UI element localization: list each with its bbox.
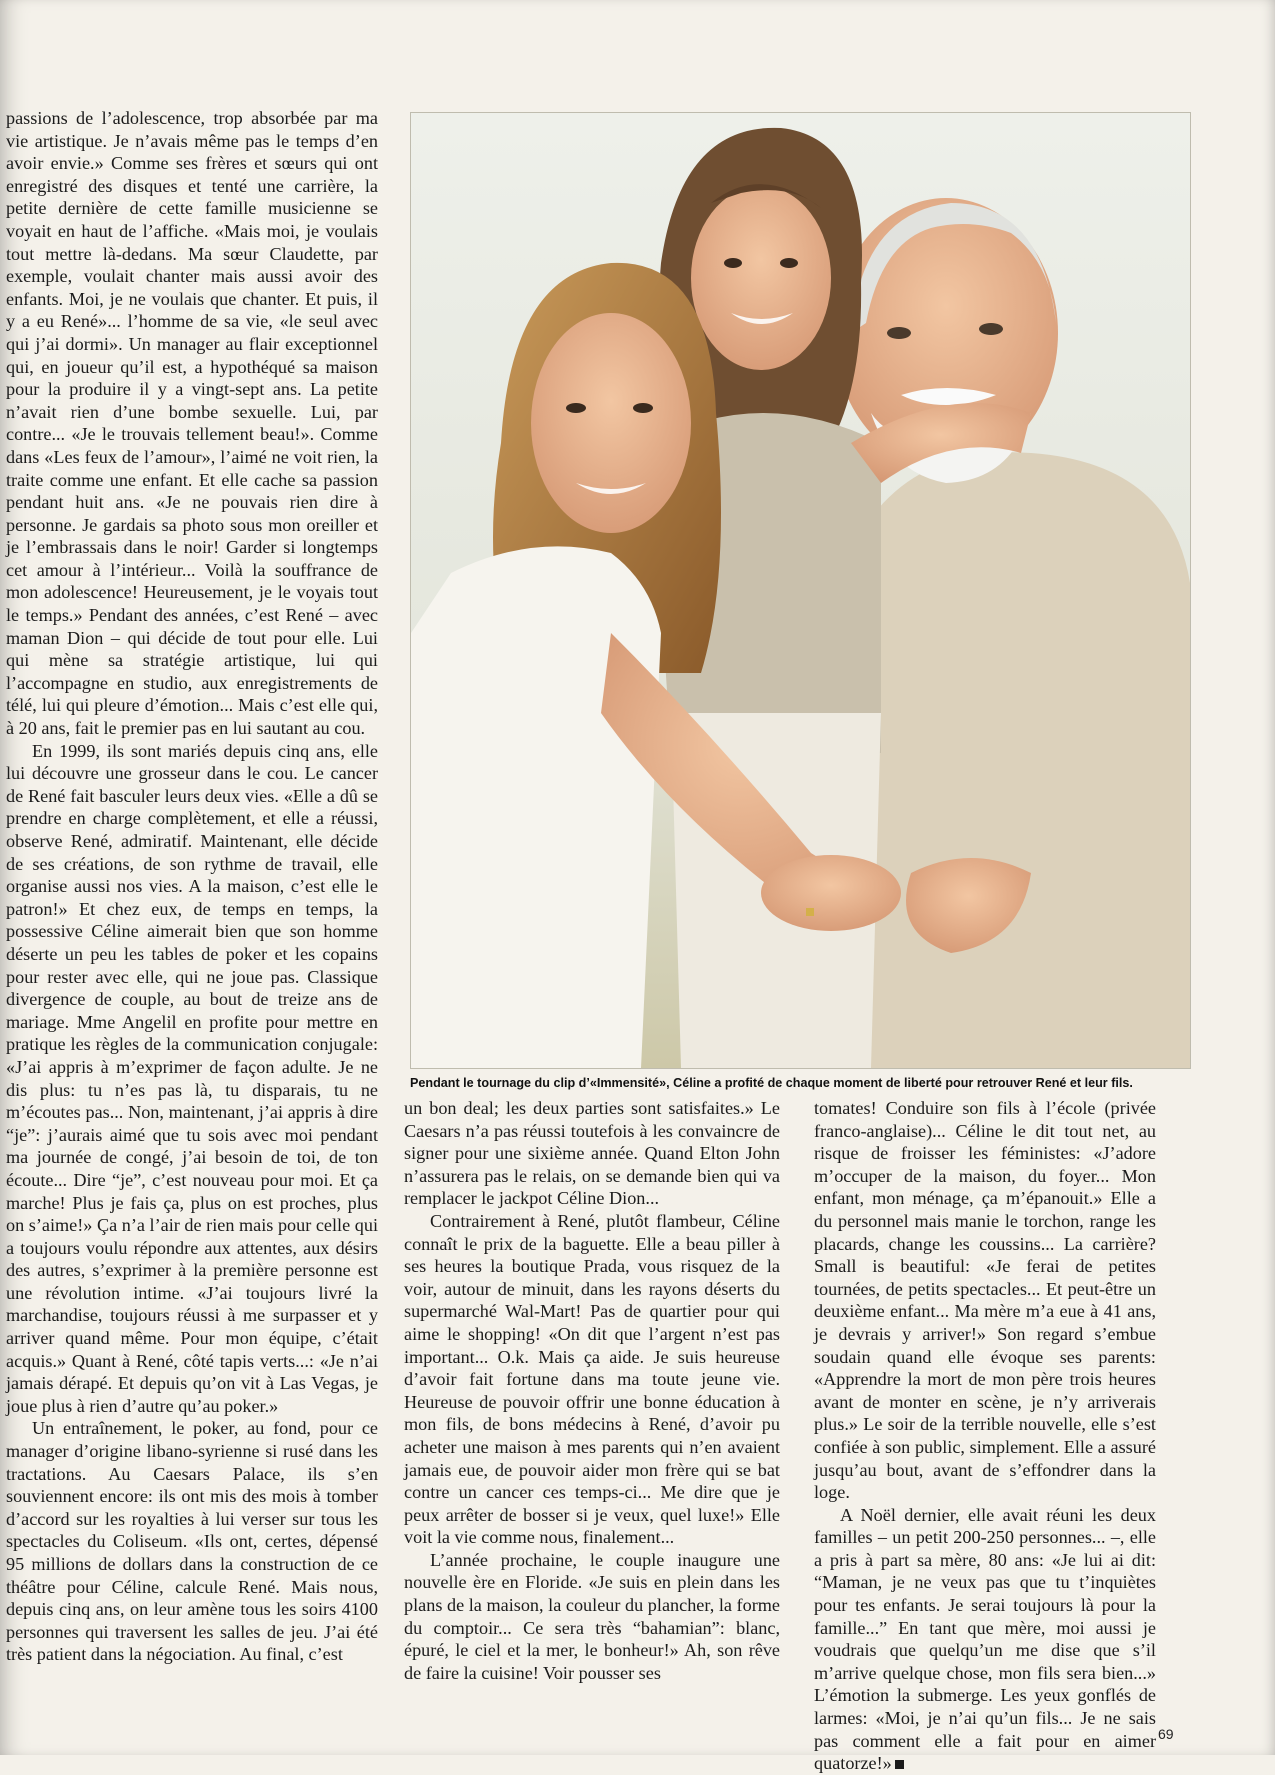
middle-text-column	[404, 1097, 780, 1684]
paragraph: L’année prochaine, le couple inaugure une nouvelle ère en Floride. «Je suis en plein dans les plans de la maison, la couleur du plancher, la forme du comptoir... Ce sera très “bahamian”: blanc, épuré, le ciel et la mer, le bonheur!» Ah, son rêve de faire la cuisine! Voir pousser ses	[404, 1549, 780, 1683]
paragraph-final	[814, 1504, 1156, 1775]
page-number: 69	[1158, 1726, 1174, 1742]
paragraph: tomates! Conduire son fils à l’école (privée franco-anglaise)... Céline le dit tout net, au risque de froisser les féministes: «J’adore m’occuper de la maison, du foyer... Mon enfant, mon ménage, ça m’épanouit.» Elle a du personnel mais manie le torchon, range les placards, change les coussins... La carrière? Small is beautiful: «Je ferai de petites tournées, de petits spectacles... Et peut-être un deuxième enfant... Ma mère m’a eue à 41 ans, je devrais y arriver!» Son regard s’embue soudain quand elle évoque ses parents: «Apprendre la mort de mon père trois heures avant de monter en scène, je n’y arriverais plus.» Le soir de la terrible nouvelle, elle s’est confiée à son public, simplement. Elle a assuré jusqu’au bout, avant de s’effondrer dans la loge.	[814, 1098, 1156, 1503]
end-of-article-mark	[895, 1760, 904, 1769]
right-text-column	[814, 1097, 1156, 1775]
paragraph: Contrairement à René, plutôt flambeur, Céline connaît le prix de la baguette. Elle a beau piller à ses heures la boutique Prada, vous risquez de la voir, autour de minuit, dans les rayons déserts du supermarché Wal-Mart! Pas de quartier pour qui aime le shopping! «On dit que l’argent n’est pas important... O.k. Mais ça aide. Je suis heureuse d’avoir fait fortune dans ma toute jeune vie. Heureuse de pouvoir offrir une bonne éducation à mon fils, de bons médecins à René, d’avoir pu acheter une maison à mes parents qui n’en avaient jamais eue, de pouvoir aider mon frère qui se bat contre un cancer ces temps-ci... Me dire que je peux arrêter de bosser si je veux, quel luxe!» Elle voit la vie comme nous, finalement...	[404, 1210, 780, 1548]
left-text-column	[6, 107, 378, 1666]
paragraph: un bon deal; les deux parties sont satisfaites.» Le Caesars n’a pas réussi toutefois à les convaincre de signer pour une sixième année. Quand Elton John n’assurera pas le relais, on se demande bien qui va remplacer le jackpot Céline Dion...	[404, 1098, 780, 1209]
paragraph: Un entraînement, le poker, au fond, pour ce manager d’origine libano-syrienne si rusé dans les tractations. Au Caesars Palace, ils s’en souviennent encore: ils ont mis des mois à tomber d’accord sur les royalties à lui verser sur tous les spectacles du Coliseum. «Ils ont, certes, dépensé 95 millions de dollars dans la construction de ce théâtre pour Céline, calcule René. Mais nous, depuis cinq ans, on leur amène tous les soirs 4100 personnes qui traversent les salles de jeu. J’ai été très patient dans la négociation. Au final, c’est	[6, 1418, 378, 1665]
paragraph: passions de l’adolescence, trop absorbée par ma vie artistique. Je n’avais même pas le temps d’en avoir envie.» Comme ses frères et sœurs qui ont enregistré des disques et tenté une carrière, la petite dernière de cette famille musicienne se voyait en haut de l’affiche. «Mais moi, je voulais tout mettre là-dedans. Ma sœur Claudette, par exemple, voulait chanter mais aussi avoir des enfants. Moi, je ne voulais que chanter. Et puis, il y a eu René»... l’homme de sa vie, «le seul avec qui j’ai dormi». Un manager au flair exceptionnel qui, en joueur qu’il est, a hypothéqué sa maison pour la produire il y a vingt-sept ans. La petite n’avait rien d’une bombe sexuelle. Lui, par contre... «Je le trouvais tellement beau!». Comme dans «Les feux de l’amour», l’aimé ne voit rien, la traite comme une enfant. Et elle cache sa passion pendant huit ans. «Je ne pouvais rien dire à personne. Je gardais sa photo sous mon oreiller et je l’embrassais dans le noir! Garder si longtemps cet amour à l’intérieur... Voilà la souffrance de mon adolescence! Heureusement, je le voyais tout le temps.» Pendant des années, c’est René – avec maman Dion – qui décide de tout pour elle. Lui qui mène sa stratégie artistique, lui qui l’accompagne en studio, aux enregistrements de télé, lui qui pleure d’émotion... Mais c’est elle qui, à 20 ans, fait le premier pas en lui sautant au cou.	[6, 108, 378, 739]
paragraph: En 1999, ils sont mariés depuis cinq ans, elle lui découvre une grosseur dans le cou. Le cancer de René fait basculer leurs deux vies. «Elle a dû se prendre en charge complètement, et elle a réussi, observe René, admiratif. Maintenant, elle décide de ses créations, de son rythme de travail, elle organise aussi nos vies. A la maison, c’est elle le patron!» Et chez eux, de temps en temps, la possessive Céline aimerait bien que son homme déserte un peu les tables de poker et les copains pour rester avec elle, qui ne joue pas. Classique divergence de couple, au bout de treize ans de mariage. Mme Angelil en profite pour mettre en pratique les règles de la communication conjugale: «J’ai appris à m’exprimer de façon adulte. Je ne dis plus: tu n’es pas là, tu disparais, tu ne m’écoutes pas... Non, maintenant, j’ai appris à dire “je”: j’aurais aimé que tu sois avec moi pendant ma journée de congé, j’ai besoin de toi, de ton écoute... Dire “je”, c’est nouveau pour moi. Et ça marche! Plus je fais ça, plus on est proches, plus on s’aime!» Ça n’a l’air de rien mais pour celle qui a toujours voulu répondre aux attentes, aux désirs des autres, s’exprimer à la première personne est une révolution intime. «J’ai toujours livré la marchandise, toujours réussi à me surpasser et y arriver quand même. Pour mon équipe, c’était acquis.» Quant à René, côté tapis verts...: «Je n’ai jamais dérapé. Et depuis qu’on vit à Las Vegas, je joue plus à rien d’autre qu’au poker.»	[6, 740, 378, 1416]
family-photo	[410, 112, 1191, 1069]
clasped-hands	[761, 855, 901, 931]
final-paragraph-text: A Noël dernier, elle avait réuni les deux familles – un petit 200-250 personnes... –, elle a pris à part sa mère, 80 ans: «Je lui ai dit: “Maman, je ne veux pas que tu t’inquiètes pour tes enfants. Je serai toujours là pour la famille...” En tant que mère, moi aussi je voudrais que quelqu’un me dise que s’il m’arrive quelque chose, mon fils sera bien...» L’émotion la submerge. Les yeux gonflés de larmes: «Moi, je n’ai qu’un fils... Je ne sais pas comment elle a fait pour en aimer quatorze!»	[814, 1504, 1156, 1774]
family-photo-illustration	[411, 113, 1190, 1068]
photo-caption: Pendant le tournage du clip d’«Immensité», Céline a profité de chaque moment de liberté pour retrouver René et leur fils.	[410, 1076, 1133, 1090]
